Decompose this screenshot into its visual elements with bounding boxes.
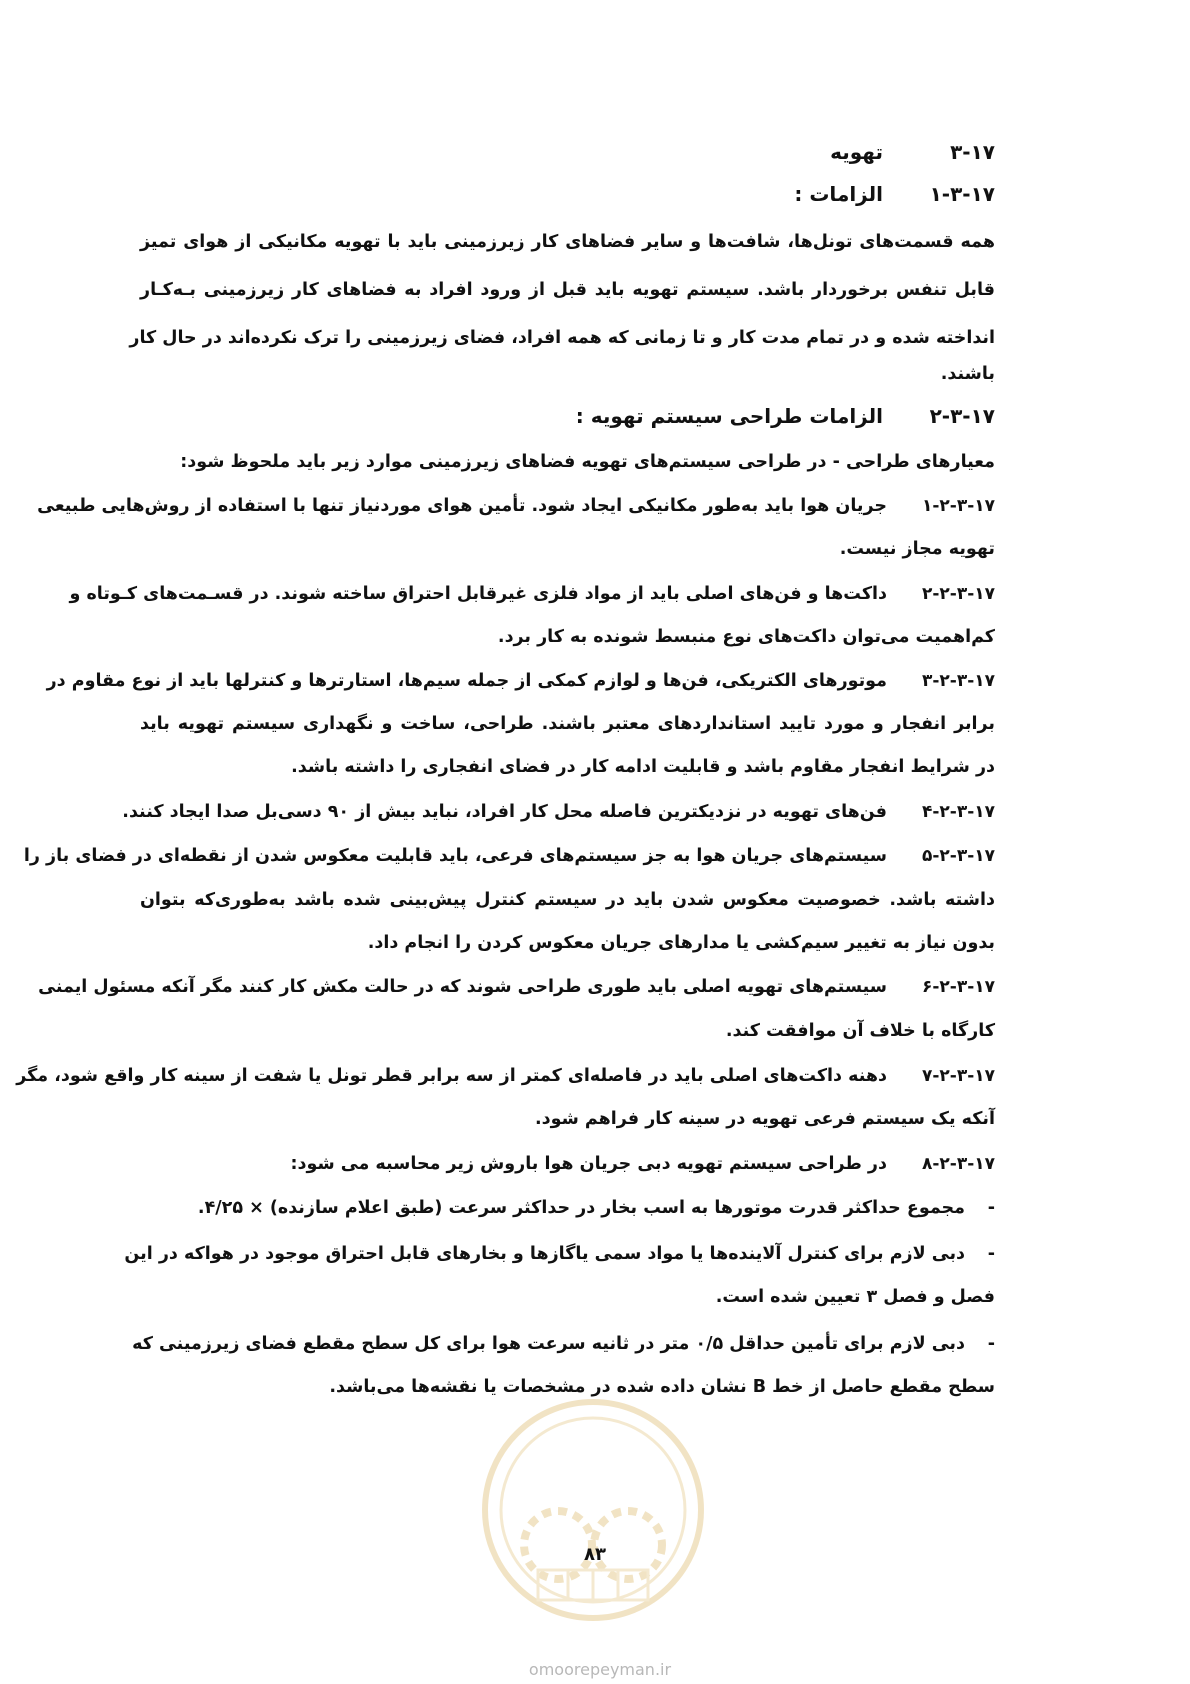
item-line: داکت‌ها و فن‌های اصلی باید از مواد فلزی غیرقابل احتراق ساخته شوند. در قسـمت‌های کـوتاه و [69,584,887,604]
item-number: ۳-۲-۳-۱۷ [921,671,995,691]
item-line: بدون نیاز به تغییر سیم‌کشی یا مدارهای جریان معکوس کردن را انجام داد. [367,933,995,953]
bullet-line: فصل و فصل ۳ تعیین شده است. [715,1287,995,1307]
bullet-line: دبی لازم برای تأمین حداقل ۰/۵ متر در ثانیه سرعت هوا برای کل سطح مقطع فضای زیرزمینی که [132,1334,965,1354]
para1-line: انداخته شده و در تمام مدت کار و تا زمانی که همه افراد، فضای زیرزمینی را ترک نکرده‌اند در حال کار [129,328,995,348]
item-line: موتورهای الکتریکی، فن‌ها و لوازم کمکی از جمله سیم‌ها، استارترها و کنترلها باید از نوع مقاوم در [46,671,887,691]
bullet-line: دبی لازم برای کنترل آلاینده‌ها یا مواد سمی یاگازها و بخارهای قابل احتراق موجود در هواکه در این [124,1244,965,1264]
subsection-1-title: الزامات : [794,182,883,206]
item-line: داشته باشد. خصوصیت معکوس شدن باید در سیستم کنترل پیش‌بینی شده باشد به‌طوری‌که بتوان [140,890,995,910]
para1-line: همه قسمت‌های تونل‌ها، شافت‌ها و سایر فضاهای کار زیرزمینی باید با تهویه مکانیکی از هوای تمیز [140,232,995,252]
item-number: ۸-۲-۳-۱۷ [921,1154,995,1174]
item-line: در شرایط انفجار مقاوم باشد و قابلیت ادامه کار در فضای انفجاری را داشته باشد. [291,757,995,777]
item-number: ۷-۲-۳-۱۷ [921,1066,995,1086]
section-title: تهویه [830,140,883,164]
bullet-dash: - [987,1198,995,1218]
item-line: کارگاه با خلاف آن موافقت کند. [725,1021,995,1041]
item-line: دهنه داکت‌های اصلی باید در فاصله‌ای کمتر از سه برابر قطر تونل یا شفت از سینه کار واقع شود، مگر [16,1066,887,1086]
item-line: سیستم‌های جریان هوا به جز سیستم‌های فرعی، باید قابلیت معکوس شدن از نقطه‌ای در فضای باز را [23,846,887,866]
subsection-2-title: الزامات طراحی سیستم تهویه : [575,404,883,428]
item-number: ۴-۲-۳-۱۷ [921,802,995,822]
item-line: تهویه مجاز نیست. [839,539,995,559]
item-line: جریان هوا باید به‌طور مکانیکی ایجاد شود. تأمین هوای موردنیاز تنها با استفاده از روش‌هایی طبیعی [37,496,887,516]
item-line: سیستم‌های تهویه اصلی باید طوری طراحی شوند که در حالت مکش کار کنند مگر آنکه مسئول ایمنی [38,977,887,997]
item-line: برابر انفجار و مورد تایید استانداردهای معتبر باشند. طراحی، ساخت و نگهداری سیستم تهویه باید [140,714,995,734]
page-number: ۸۳ [584,1544,606,1565]
item-number: ۲-۲-۳-۱۷ [921,584,995,604]
section-number: ۳-۱۷ [950,140,995,164]
bullet-dash: - [987,1334,995,1354]
item-number: ۶-۲-۳-۱۷ [921,977,995,997]
subsection-2-number: ۲-۳-۱۷ [929,404,995,428]
para1-line: قابل تنفس برخوردار باشد. سیستم تهویه باید قبل از ورود افراد به فضاهای کار زیرزمینی بـه‌کـار [140,280,995,300]
item-line: در طراحی سیستم تهویه دبی جریان هوا باروش زیر محاسبه می شود: [290,1154,887,1174]
item-line: فن‌های تهویه در نزدیکترین فاصله محل کار افراد، نباید بیش از ۹۰ دسی‌بل صدا ایجاد کنند. [122,802,887,822]
subsection-1-number: ۱-۳-۱۷ [929,182,995,206]
bullet-line: سطح مقطع حاصل از خط B نشان داده شده در مشخصات یا نقشه‌ها می‌باشد. [329,1377,995,1397]
item-number: ۵-۲-۳-۱۷ [921,846,995,866]
intro-2: معیارهای طراحی - در طراحی سیستم‌های تهویه فضاهای زیرزمینی موارد زیر باید ملحوظ شود: [180,452,995,472]
item-number: ۱-۲-۳-۱۷ [921,496,995,516]
footer-site: omoorepeyman.ir [528,1660,672,1679]
bullet-dash: - [987,1244,995,1264]
bullet-line: مجموع حداکثر قدرت موتورها به اسب بخار در حداکثر سرعت (طبق اعلام سازنده) × ۴/۲۵. [197,1198,965,1218]
item-line: آنکه یک سیستم فرعی تهویه در سینه کار فراهم شود. [535,1109,995,1129]
para1-line: باشند. [940,364,995,384]
item-line: کم‌اهمیت می‌توان داکت‌های نوع منبسط شونده به کار برد. [497,627,995,647]
gear-seal-icon [478,1395,708,1625]
